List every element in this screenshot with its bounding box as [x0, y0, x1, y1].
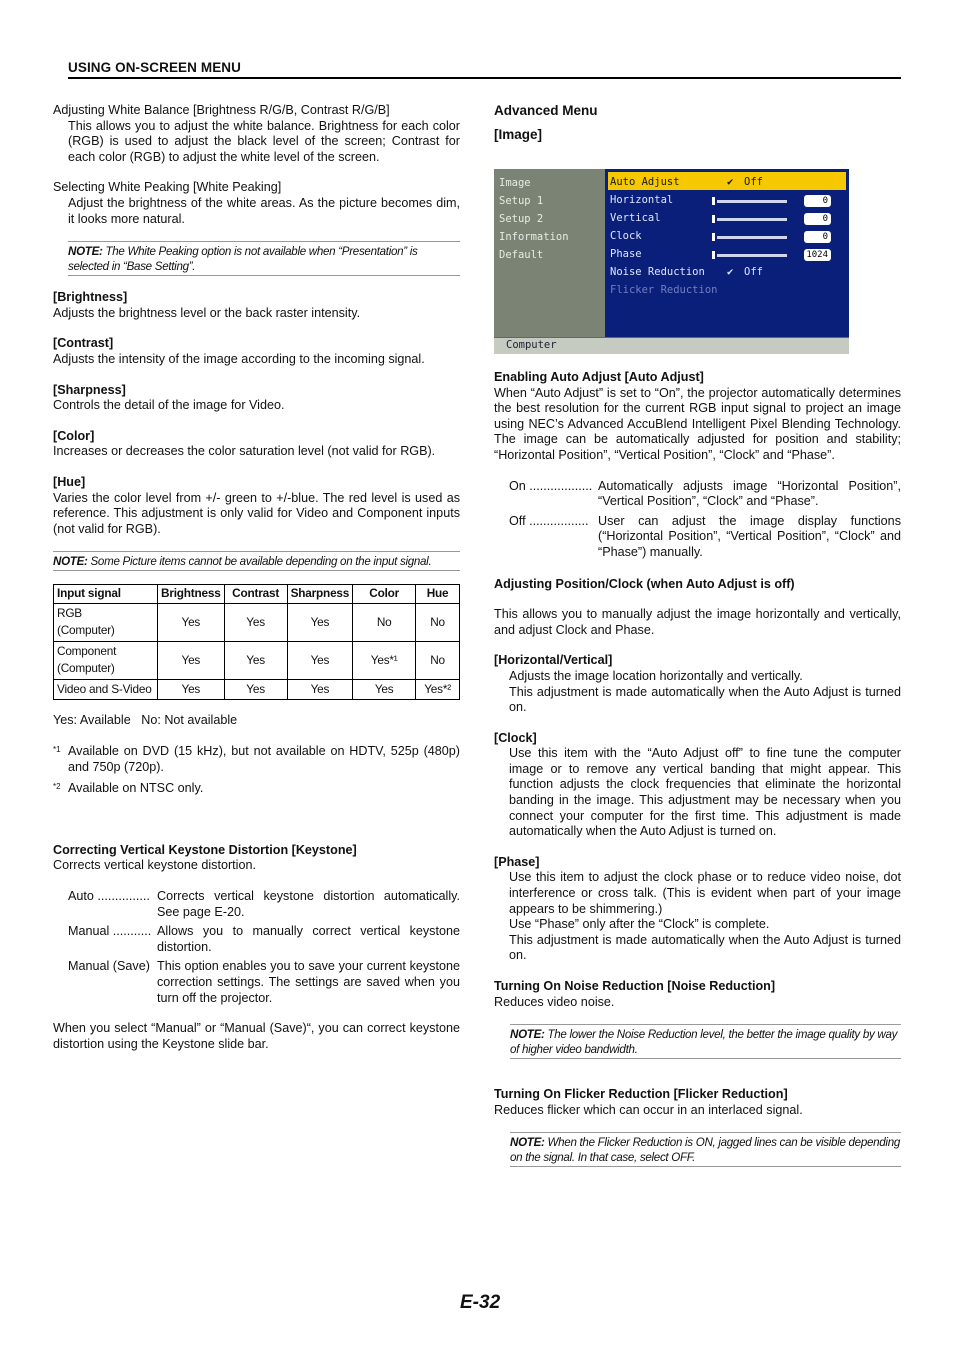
option-desc: User can adjust the image display functions (“Horizontal Position”, “Vertical Position”, “Clock” and “Phase”) manually.	[598, 513, 901, 559]
slider-knob[interactable]	[712, 233, 715, 241]
advanced-menu-screenshot	[494, 169, 849, 353]
phase-slider[interactable]	[717, 254, 787, 257]
option-desc: This option enables you to save your current keystone correction settings. The settings are saved when you turn off the projector.	[157, 959, 460, 1005]
yes-no-legend: Yes: Available No: Not available	[53, 713, 238, 728]
option-term: Manual ...........	[68, 924, 152, 939]
table-cell: Yes	[158, 603, 225, 641]
note-label: NOTE:	[53, 555, 88, 569]
table-header-cell: Color	[353, 585, 416, 604]
note-picture-items	[53, 551, 460, 571]
phase-text: Use this item to adjust the clock phase or to reduce video noise, dot interference or cross talk. (This is evident when part of your image appears to be shimmering.)	[509, 870, 901, 916]
noise-reduction-value: Off	[744, 266, 763, 278]
phase-value: 1024	[804, 249, 831, 261]
flicker-reduction-title: Turning On Flicker Reduction [Flicker Reduction]	[494, 1087, 788, 1102]
white-balance-text: This allows you to adjust the white balance. Brightness for each color (RGB) is used to adjust the black level of the screen; Contrast for each color (RGB) to adjust the white level of the screen.	[68, 118, 460, 164]
check-icon: ✔	[727, 176, 734, 188]
horizontal-slider[interactable]	[717, 200, 787, 203]
slider-knob[interactable]	[712, 251, 715, 259]
position-clock-title: Adjusting Position/Clock (when Auto Adjust is off)	[494, 576, 795, 591]
table-cell: Yes	[224, 603, 287, 641]
horizontal-vertical-heading: [Horizontal/Vertical]	[494, 653, 613, 668]
menu-panel	[605, 169, 849, 337]
right-column	[494, 370, 901, 1167]
table-cell: Yes	[158, 641, 225, 679]
note-text: Some Picture items cannot be available depending on the input signal.	[87, 555, 432, 569]
brightness-heading: [Brightness]	[53, 290, 128, 305]
list-item	[68, 959, 460, 1006]
table-header-cell: Input signal	[54, 585, 158, 604]
option-desc: Corrects vertical keystone distortion automatically. See page E-20.	[157, 888, 460, 919]
noise-reduction-title: Turning On Noise Reduction [Noise Reduction]	[494, 979, 776, 993]
menu-item-vertical[interactable]: Vertical	[610, 212, 661, 224]
note-label: NOTE:	[510, 1028, 545, 1042]
table-header-cell: Hue	[416, 585, 460, 604]
keystone-text: Corrects vertical keystone distortion.	[53, 858, 256, 873]
input-signal-table	[53, 584, 460, 700]
footnote-1	[53, 744, 460, 775]
clock-value: 0	[804, 231, 831, 243]
hue-heading: [Hue]	[53, 474, 86, 489]
header-title: USING ON-SCREEN MENU	[68, 60, 242, 75]
color-text: Increases or decreases the color saturation level (not valid for RGB).	[53, 444, 436, 459]
auto-adjust-value: Off	[744, 176, 763, 188]
sidebar-item-setup1[interactable]: Setup 1	[499, 195, 544, 207]
note-text: The White Peaking option is not available when “Presentation” is selected in “Base Setting”.	[68, 245, 418, 274]
noise-reduction-text: Reduces video noise.	[494, 994, 615, 1009]
contrast-text: Adjusts the intensity of the image according to the incoming signal.	[53, 351, 425, 366]
note-label: NOTE:	[510, 1136, 545, 1150]
option-desc: Allows you to manually correct vertical keystone distortion.	[157, 924, 460, 954]
option-desc: Automatically adjusts image “Horizontal Position”, “Vertical Position”, “Clock” and “Phase”.	[598, 478, 901, 509]
table-cell: Yes	[287, 603, 353, 641]
image-title: [Image]	[494, 126, 543, 142]
slider-knob[interactable]	[712, 197, 715, 205]
table-cell: No	[416, 641, 460, 679]
footnote-2	[53, 781, 460, 797]
advanced-menu-title: Advanced Menu	[494, 103, 598, 118]
phase-heading: [Phase]	[494, 854, 540, 869]
footnote-mark: *1	[53, 744, 61, 754]
status-source: Computer	[506, 339, 557, 351]
note-noise-reduction	[510, 1024, 901, 1059]
auto-adjust-options	[494, 479, 901, 561]
table-row-label: Component (Computer)	[54, 641, 158, 679]
option-term: Auto ...............	[68, 888, 150, 903]
flicker-reduction-text: Reduces flicker which can occur in an interlaced signal.	[494, 1102, 803, 1117]
sharpness-text: Controls the detail of the image for Video.	[53, 398, 285, 413]
sharpness-heading: [Sharpness]	[53, 382, 126, 397]
white-peaking-title: Selecting White Peaking [White Peaking]	[53, 180, 282, 195]
table-cell: Yes	[158, 679, 225, 700]
clock-heading: [Clock]	[494, 730, 537, 745]
table-cell: Yes	[353, 679, 416, 700]
position-clock-text: This allows you to manually adjust the image horizontally and vertically, and adjust Clock and Phase.	[494, 607, 901, 637]
color-heading: [Color]	[53, 428, 95, 443]
table-cell: Yes	[224, 679, 287, 700]
vertical-value: 0	[804, 213, 831, 225]
white-peaking-text: Adjust the brightness of the white areas. As the picture becomes dim, it looks more natural.	[68, 195, 460, 226]
table-cell: Yes	[287, 679, 353, 700]
option-term: On ..................	[509, 478, 593, 493]
option-term: Manual (Save)	[68, 959, 150, 974]
vertical-slider[interactable]	[717, 218, 787, 221]
list-item	[68, 889, 460, 920]
horizontal-value: 0	[804, 195, 831, 207]
keystone-options	[53, 889, 460, 1006]
menu-item-clock[interactable]: Clock	[610, 230, 642, 242]
menu-item-auto-adjust[interactable]: Auto Adjust	[610, 176, 680, 188]
keystone-footer: When you select “Manual” or “Manual (Save)“, you can correct keystone distortion using the Keystone slide bar.	[53, 1021, 460, 1051]
sidebar-item-image[interactable]: Image	[499, 177, 531, 189]
table-cell: Yes*²	[416, 679, 460, 700]
sidebar-item-information[interactable]: Information	[499, 231, 569, 243]
white-balance-title: Adjusting White Balance [Brightness R/G/B, Contrast R/G/B]	[53, 103, 390, 117]
table-row	[54, 603, 460, 641]
contrast-heading: [Contrast]	[53, 336, 114, 351]
table-header-cell: Contrast	[224, 585, 287, 604]
right-column-headings	[494, 103, 901, 142]
footnote-text: Available on NTSC only.	[68, 781, 204, 796]
phase-auto-text: This adjustment is made automatically when the Auto Adjust is turned on.	[509, 932, 901, 963]
note-white-peaking	[68, 241, 460, 276]
check-icon: ✔	[727, 266, 734, 278]
table-row-label: Video and S-Video	[54, 679, 158, 700]
note-text: The lower the Noise Reduction level, the better the image quality by way of higher video bandwidth.	[510, 1028, 898, 1057]
table-cell: Yes	[224, 641, 287, 679]
sidebar-item-default[interactable]: Default	[499, 249, 544, 261]
keystone-title: Correcting Vertical Keystone Distortion [Keystone]	[53, 842, 357, 857]
auto-adjust-title: Enabling Auto Adjust [Auto Adjust]	[494, 370, 704, 384]
clock-slider[interactable]	[717, 236, 787, 239]
horizontal-vertical-auto-text: This adjustment is made automatically when the Auto Adjust is turned on.	[509, 684, 901, 715]
table-row	[54, 679, 460, 700]
menu-item-flicker-reduction[interactable]: Flicker Reduction	[610, 284, 718, 296]
footnote-mark: *2	[53, 782, 61, 792]
hue-text: Varies the color level from +/- green to +/-blue. The red level is used as reference. This adjustment is only valid for Video and Component inputs (not valid for RGB).	[53, 490, 460, 536]
left-column	[53, 103, 460, 1052]
list-item	[509, 479, 901, 510]
note-text: When the Flicker Reduction is ON, jagged lines can be visible depending on the signal. In that case, select OFF.	[510, 1136, 900, 1165]
page-header	[68, 59, 901, 79]
note-label: NOTE:	[68, 245, 103, 259]
list-item	[68, 924, 460, 955]
table-cell: No	[416, 603, 460, 641]
slider-knob[interactable]	[712, 215, 715, 223]
list-item	[509, 514, 901, 561]
option-term: Off .................	[509, 513, 589, 528]
table-header-cell: Sharpness	[287, 585, 353, 604]
menu-item-horizontal[interactable]: Horizontal	[610, 194, 674, 206]
table-cell: Yes*¹	[353, 641, 416, 679]
phase-order-text: Use “Phase” only after the “Clock” is complete.	[509, 917, 770, 932]
menu-item-noise-reduction[interactable]: Noise Reduction	[610, 266, 705, 278]
brightness-text: Adjusts the brightness level or the back raster intensity.	[53, 305, 361, 320]
table-header-cell: Brightness	[158, 585, 225, 604]
table-row-label: RGB (Computer)	[54, 603, 158, 641]
table-header-row	[54, 585, 460, 604]
menu-item-phase[interactable]: Phase	[610, 248, 642, 260]
sidebar-item-setup2[interactable]: Setup 2	[499, 213, 544, 225]
page-number: E-32	[460, 1292, 501, 1313]
horizontal-vertical-text: Adjusts the image location horizontally and vertically.	[509, 668, 803, 683]
auto-adjust-text: When “Auto Adjust” is set to “On”, the projector automatically determines the best resolution for the current RGB input signal to project an image using NEC’s Advanced AccuBlend Intelligent Pixel Blending Technology. The image can be automatically adjusted for position and stability; “Horizontal Position”, “Vertical Position”, “Clock” and “Phase”.	[494, 385, 901, 462]
clock-text: Use this item with the “Auto Adjust off” to fine tune the computer image or to remove any vertical banding that might appear. This function adjusts the clock frequencies that eliminate the horizontal banding in the image. This adjustment may be necessary when you connect your computer for the first time. This adjustment is made automatically when the Auto Adjust is turned on.	[509, 746, 901, 839]
table-cell: Yes	[287, 641, 353, 679]
table-cell: No	[353, 603, 416, 641]
menu-status-bar	[494, 337, 849, 354]
footnote-text: Available on DVD (15 kHz), but not available on HDTV, 525p (480p) and 750p (720p).	[68, 743, 460, 774]
table-row	[54, 641, 460, 679]
menu-sidebar	[494, 169, 605, 337]
note-flicker-reduction	[510, 1132, 901, 1167]
